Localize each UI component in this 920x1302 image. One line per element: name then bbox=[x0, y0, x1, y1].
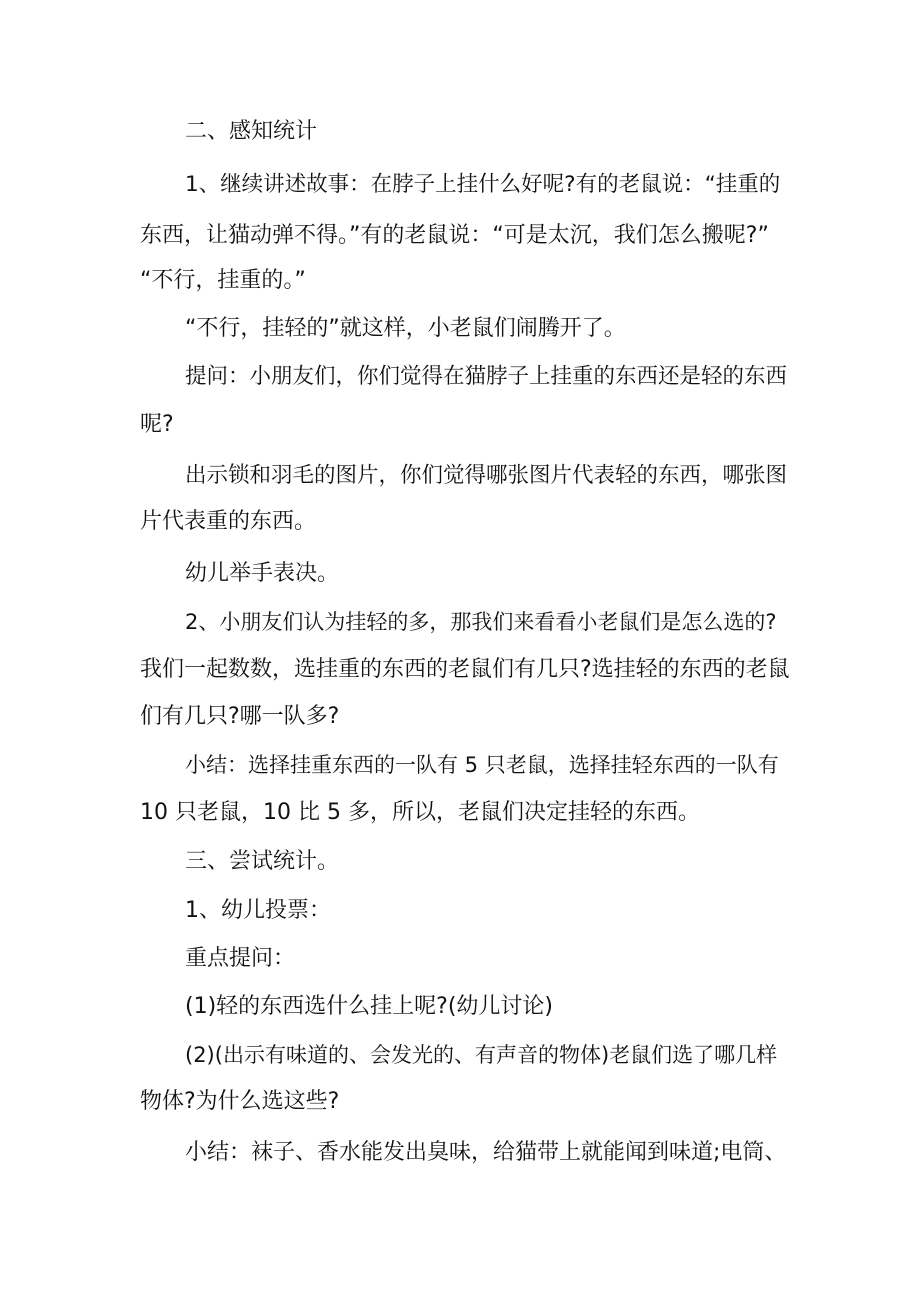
paragraph-line: 片代表重的东西。 bbox=[140, 509, 317, 534]
paragraph-line: 们有几只?哪一队多? bbox=[140, 704, 340, 729]
paragraph-line: 东西，让猫动弹不得。”有的老鼠说：“可是太沉，我们怎么搬呢?” bbox=[140, 223, 769, 248]
paragraph-line: (1)轻的东西选什么挂上呢?(幼儿讨论) bbox=[185, 994, 554, 1019]
section-heading: 二、感知统计 bbox=[185, 119, 318, 144]
paragraph-line: 呢? bbox=[140, 412, 174, 437]
paragraph-line: 小结：选择挂重东西的一队有 5 只老鼠，选择挂轻东西的一队有 bbox=[185, 753, 779, 777]
section-heading: 三、尝试统计。 bbox=[185, 849, 340, 874]
paragraph-line: 2、小朋友们认为挂轻的多，那我们来看看小老鼠们是怎么选的? bbox=[185, 610, 777, 634]
paragraph-line: 10 只老鼠，10 比 5 多，所以，老鼠们决定挂轻的东西。 bbox=[140, 800, 700, 825]
paragraph-line: 提问：小朋友们，你们觉得在猫脖子上挂重的东西还是轻的东西 bbox=[185, 364, 788, 389]
paragraph-line: 物体?为什么选这些? bbox=[140, 1089, 340, 1114]
paragraph-line: 出示锁和羽毛的图片，你们觉得哪张图片代表轻的东西，哪张图 bbox=[185, 463, 788, 488]
paragraph-line: 幼儿举手表决。 bbox=[185, 561, 340, 586]
paragraph-line: (2)(出示有味道的、会发光的、有声音的物体)老鼠们选了哪几样 bbox=[185, 1043, 778, 1067]
paragraph-line: 重点提问： bbox=[185, 946, 296, 971]
paragraph-line: 小结：袜子、香水能发出臭味，给猫带上就能闻到味道;电筒、 bbox=[185, 1140, 787, 1165]
paragraph-line: “不行，挂轻的”就这样，小老鼠们闹腾开了。 bbox=[185, 316, 626, 341]
paragraph-line: “不行，挂重的。” bbox=[140, 268, 306, 293]
paragraph-line: 我们一起数数，选挂重的东西的老鼠们有几只?选挂轻的东西的老鼠 bbox=[140, 657, 790, 682]
paragraph-line: 1、幼儿投票： bbox=[185, 898, 331, 923]
paragraph-line: 1、继续讲述故事：在脖子上挂什么好呢?有的老鼠说：“挂重的 bbox=[185, 172, 781, 197]
